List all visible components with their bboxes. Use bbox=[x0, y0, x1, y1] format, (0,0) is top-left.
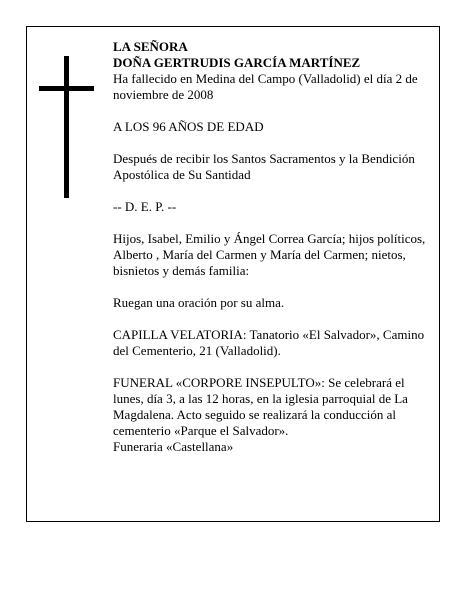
family-line: Hijos, Isabel, Emilio y Ángel Correa García; hijos políticos, Alberto , María del Carmen y María del Carmen; nietos, bisnietos y demás familia: bbox=[113, 231, 426, 278]
cross-horizontal-bar bbox=[39, 86, 94, 91]
deceased-name: DOÑA GERTRUDIS GARCÍA MARTÍNEZ bbox=[113, 55, 361, 70]
cross-vertical-bar bbox=[64, 56, 69, 198]
death-info: Ha fallecido en Medina del Campo (Valladolid) el día 2 de noviembre de 2008 bbox=[113, 71, 418, 102]
prayer-line: Ruegan una oración por su alma. bbox=[113, 295, 285, 310]
sacraments-line: Después de recibir los Santos Sacramentos y la Bendición Apostólica de Su Santidad bbox=[113, 151, 415, 182]
funeral-home-line: Funeraria «Castellana» bbox=[113, 439, 234, 454]
funeral-line: FUNERAL «CORPORE INSEPULTO»: Se celebrará el lunes, día 3, a las 12 horas, en la iglesia parroquial de La Magdalena. Acto seguido se realizará la conducción al cementerio «Parque el Salvador». bbox=[113, 375, 408, 438]
obituary-text bbox=[113, 39, 431, 455]
chapel-line: CAPILLA VELATORIA: Tanatorio «El Salvador», Camino del Cementerio, 21 (Valladolid). bbox=[113, 327, 425, 358]
age-line: A LOS 96 AÑOS DE EDAD bbox=[113, 119, 264, 134]
title-line-1: LA SEÑORA bbox=[113, 39, 188, 54]
rip-line: -- D. E. P. -- bbox=[113, 199, 177, 214]
